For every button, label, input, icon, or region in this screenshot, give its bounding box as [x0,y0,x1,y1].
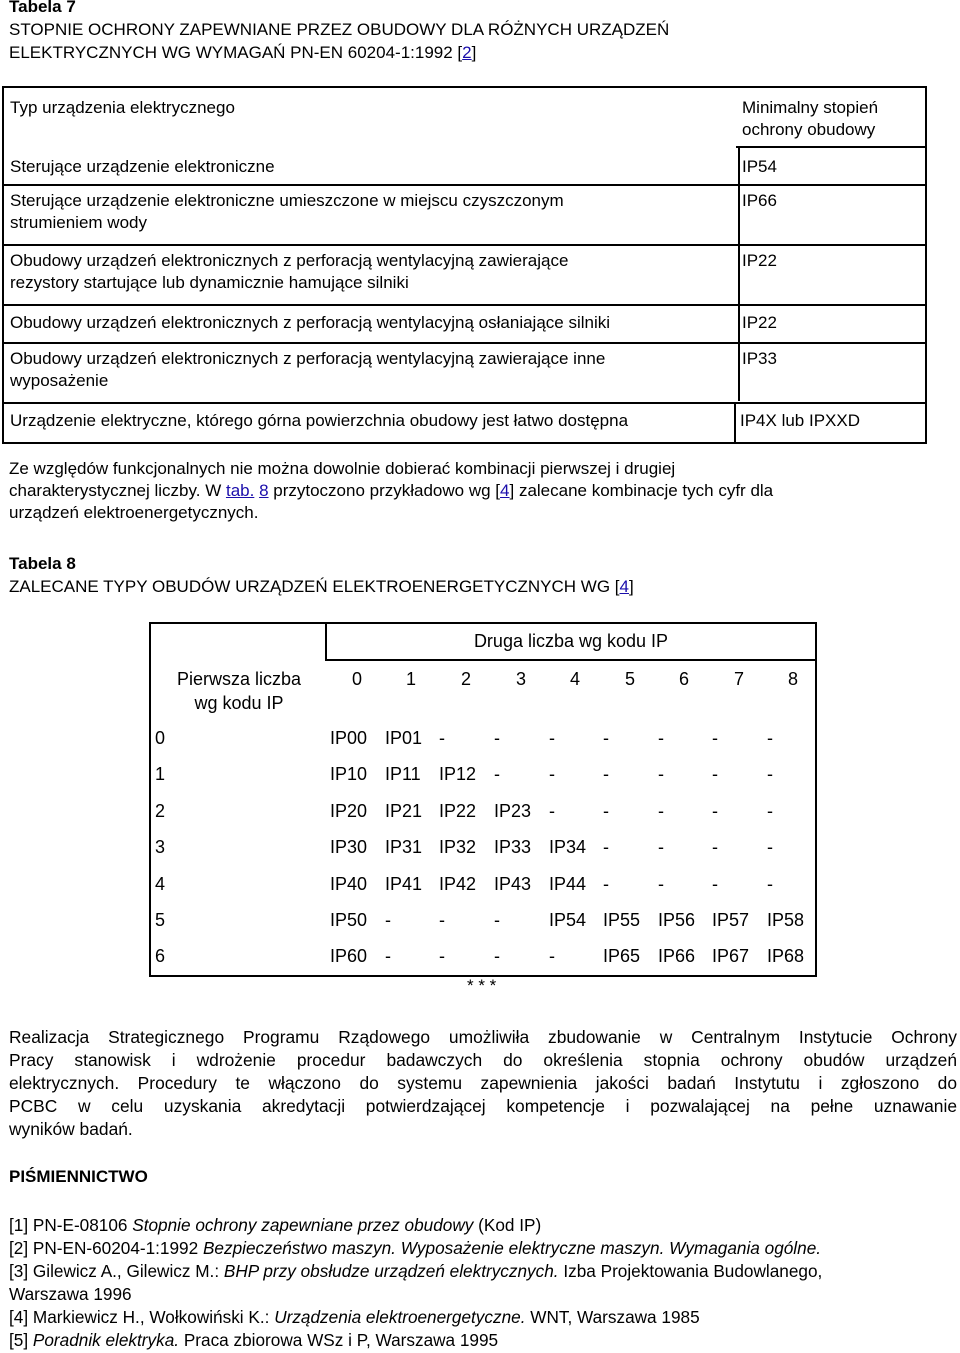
first-digit-3: 3 [155,837,166,858]
table7-title-line2: ELEKTRYCZNYCH WG WYMAGAŃ PN-EN 60204-1:1992 [2] [9,43,477,62]
table-cell: - [767,764,773,785]
table7-header-row [4,88,925,148]
first-digit-0: 0 [155,728,166,748]
table-cell: - [767,873,773,894]
reference-item: [2] PN-EN-60204-1:1992 Bezpieczeństwo maszyn. Wyposażenie elektryczne maszyn. Wymagania ogólne. [9,1238,822,1258]
table7-header-device: Typ urządzenia elektrycznego [10,98,235,117]
table-cell: - [494,728,500,748]
table-row: Obudowy urządzeń elektronicznych z perforacją wentylacyjną osłaniające silniki IP22 [4,304,925,342]
table-cell: IP67 [712,946,750,967]
table-cell: IP30 [330,837,368,858]
table-cell: - [603,764,609,785]
first-digit-5: 5 [155,910,166,930]
table-cell: IP58 [767,910,805,930]
second-digit-2: 2 [460,669,471,689]
table8 [149,622,819,977]
section-separator: * * * [467,976,497,995]
table-cell: - [712,764,718,785]
table-cell: IP57 [712,910,750,930]
table-cell: IP21 [385,800,423,821]
first-digit-4: 4 [155,873,166,894]
table-cell: - [712,728,718,748]
table-row: Urządzenie elektryczne, którego górna powierzchnia obudowy jest łatwo dostępna IP4X lub IPXXD [4,402,925,442]
reference-item: [5] Poradnik elektryka. Praca zbiorowa WSz i P, Warszawa 1995 [9,1330,499,1350]
table-cell: IP10 [330,764,368,785]
table7 [2,86,927,444]
table-cell: - [603,728,609,748]
table-cell: IP32 [439,837,477,858]
table-cell: IP50 [330,910,368,930]
references-heading: PIŚMIENNICTWO [9,1167,148,1186]
table-cell: - [712,837,718,858]
table-cell: IP12 [439,764,477,785]
table-cell: IP42 [439,873,477,894]
table-cell: - [439,946,445,967]
table-cell: - [549,728,555,748]
table-cell: IP20 [330,800,368,821]
paragraph-2: Realizacja Strategicznego Programu Rządowego umożliwiła zbudowanie w Centralnym Instytucie Ochrony Pracy stanowisk i wdrożenie procedur badawczych do określenia stopnia ochrony obudów urządzeń elektrycznych. Procedury te włączono do systemu zapewnienia jakości badań Instytutu i zgłoszono do PCBC w celu uzyskania akredytacji potwierdzającej kompetencje i pozwalającej na pełne uznawanie wyników badań. [9,1027,957,1139]
table-cell: - [385,910,391,930]
table-row: Obudowy urządzeń elektronicznych z perforacją wentylacyjną zawierające inne wyposażenie IP33 [4,342,925,402]
table7-label: Tabela 7 [9,0,76,16]
second-digit-3: 3 [515,669,526,689]
second-digit-5: 5 [624,669,635,689]
table8-header-first: Pierwsza liczba wg kodu IP [176,669,302,713]
table-cell: - [712,800,718,821]
table8-header-second: Druga liczba wg kodu IP [473,631,669,651]
table-cell: - [767,800,773,821]
table-cell: IP23 [494,800,532,821]
second-digit-7: 7 [733,669,744,689]
table-cell: - [658,764,664,785]
reference-item: [3] Gilewicz A., Gilewicz M.: BHP przy obsłudze urządzeń elektrycznych. Izba Projektowania Budowlanego, Warszawa 1996 [9,1261,823,1304]
reference-item: [4] Markiewicz H., Wołkowiński K.: Urządzenia elektroenergetyczne. WNT, Warszawa 1985 [9,1307,700,1327]
table-cell: IP40 [330,873,368,894]
table-cell: IP65 [603,946,641,967]
ref-link-4[interactable]: 4 [500,481,510,500]
table-cell: - [658,873,664,894]
table-cell: - [603,800,609,821]
table-cell: - [494,764,500,785]
table-cell: - [603,873,609,894]
table7-header-divider [738,146,927,148]
first-digit-1: 1 [155,764,166,785]
table-cell: IP60 [330,946,368,967]
table-cell: - [767,837,773,858]
second-digit-6: 6 [678,669,689,689]
table-cell: - [439,910,445,930]
table-cell: - [549,946,555,967]
table-cell: IP11 [385,764,421,785]
table-cell: IP54 [549,910,587,930]
table-cell: - [494,910,500,930]
table-row: Sterujące urządzenie elektroniczne umieszczone w miejscu czyszczonym strumieniem wody IP66 [4,184,925,244]
table-cell: IP43 [494,873,532,894]
table-cell: IP55 [603,910,641,930]
second-digit-4: 4 [569,669,580,689]
table-row: Obudowy urządzeń elektronicznych z perforacją wentylacyjną zawierające rezystory startujące lub dynamicznie hamujące silniki IP22 [4,244,925,304]
table8-link[interactable]: tab. [225,481,255,500]
reference-item: [1] PN-E-08106 Stopnie ochrony zapewniane przez obudowy (Kod IP) [9,1215,542,1235]
table-cell: - [385,946,391,967]
table8-title: ZALECANE TYPY OBUDÓW URZĄDZEŃ ELEKTROENERGETYCZNYCH WG [4] [9,577,634,596]
table-cell: - [603,837,609,858]
table7-title-line1: STOPNIE OCHRONY ZAPEWNIANE PRZEZ OBUDOWY DLA RÓŻNYCH URZĄDZEŃ [9,20,670,39]
table7-column-divider [738,148,740,401]
first-digit-2: 2 [155,800,166,821]
table-cell: IP41 [385,873,423,894]
table-cell: IP00 [330,728,368,748]
table-cell: - [549,764,555,785]
first-digit-6: 6 [155,946,166,967]
table-cell: - [658,837,664,858]
table-cell: - [712,873,718,894]
paragraph-1: Ze względów funkcjonalnych nie można dowolnie dobierać kombinacji pierwszej i drugiej charakterystycznej liczby. W tab. 8 przytoczono przykładowo wg [4] zalecane kombinacje tych cyfr dla urządzeń elektroenergetycznych. [9,459,774,522]
table-cell: - [767,728,773,748]
table-cell: - [494,946,500,967]
ref-link-4b[interactable]: 4 [619,577,629,596]
table-cell: IP31 [385,837,423,858]
table-cell: IP33 [494,837,532,858]
table-cell: - [658,800,664,821]
table-cell: IP01 [385,728,423,748]
table-cell: IP68 [767,946,805,967]
table8-number-link[interactable]: 8 [259,481,269,500]
table-cell: - [549,800,555,821]
table8-label: Tabela 8 [9,554,76,573]
table-cell: IP34 [549,837,587,858]
references-list [9,1214,957,1352]
table-cell: IP44 [549,873,587,894]
table-cell: IP22 [439,800,477,821]
table-cell: - [658,728,664,748]
second-digit-1: 1 [405,669,416,689]
table-cell: IP56 [658,910,696,930]
second-digit-8: 8 [787,669,798,689]
table-cell: IP66 [658,946,696,967]
second-digit-0: 0 [351,669,362,689]
table-row: Sterujące urządzenie elektroniczne IP54 [4,148,925,184]
ref-link-2[interactable]: 2 [462,43,472,62]
table7-header-ip: Minimalny stopień ochrony obudowy [742,98,879,139]
table-cell: - [439,728,445,748]
